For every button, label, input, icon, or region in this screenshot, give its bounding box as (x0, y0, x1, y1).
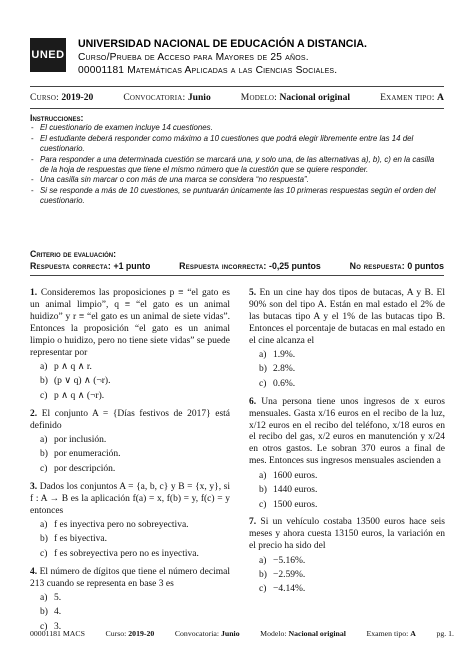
answer-option (40, 391, 230, 403)
university-name: UNIVERSIDAD NACIONAL DE EDUCACIÓN A DISTANCIA. (78, 38, 367, 50)
option-text: −2.59%. (273, 570, 306, 581)
answer-option (259, 556, 445, 568)
instructions-title: Instrucciones: (30, 113, 84, 123)
question-statement: Consideremos las proposiciones p ≡ “el gato es un animal limpio”, q ≡ “el gato es un animal huidizo” y r ≡ “el gato es un animal de siete vidas”. Entonces la proposición “el gato es un animal limpio o huidizo, pero no tiene siete vidas” se puede representar por (30, 288, 230, 358)
option-letter: b) (259, 570, 267, 581)
page-footer (30, 629, 454, 638)
footer-convocatoria: Convocatoria: Junio (174, 629, 240, 638)
question-statement: El número de dígitos que tiene el número decimal 213 cuando se representa en base 3 es (30, 566, 230, 589)
option-text: por inclusión. (54, 434, 107, 445)
footer-modelo: Modelo: Nacional original (260, 629, 346, 638)
question-3 (30, 482, 230, 561)
meta-modelo: Modelo: Nacional original (240, 92, 351, 103)
option-text: f es biyectiva. (54, 534, 108, 545)
option-text: 1440 euros. (273, 485, 318, 496)
logo-text: UNED (31, 49, 65, 61)
option-text: p ∧ q ∧ r. (54, 361, 92, 372)
question-number: 2. (30, 408, 38, 419)
option-letter: c) (40, 463, 48, 474)
footer-page: pg. 1. (436, 629, 454, 638)
option-text: 3. (54, 621, 62, 632)
criteria-title: Criterio de evaluación: (30, 249, 117, 259)
option-letter: c) (259, 499, 267, 510)
option-text: p ∧ q ∧ (¬r). (54, 390, 105, 401)
option-text: 0.6%. (273, 378, 296, 389)
option-letter: a) (259, 350, 267, 361)
answer-option (40, 376, 230, 388)
question-number: 4. (30, 566, 38, 577)
answer-option (259, 379, 445, 391)
answer-option (259, 350, 445, 362)
evaluation-criteria (30, 249, 444, 276)
course-name: Curso/Prueba de Acceso para Mayores de 25 años. (78, 52, 309, 63)
question-text (30, 567, 230, 591)
option-letter: c) (40, 621, 48, 632)
option-letter: b) (259, 364, 267, 375)
option-letter: c) (259, 378, 267, 389)
option-letter: c) (40, 390, 48, 401)
question-statement: Dados los conjuntos A = {a, b, c} y B = {x, y}, si f : A → B es la aplicación f(a) = x, f(b) = y, f(c) = y entonces (30, 481, 230, 516)
option-letter: b) (40, 449, 48, 460)
header-titles (78, 38, 454, 77)
option-text: por descripción. (54, 463, 116, 474)
answer-option (259, 570, 445, 582)
question-7 (249, 517, 445, 596)
instruction-item: - El estudiante deberá responder como máximo a 10 cuestiones que podrá elegir libremente entre las 14 del cuestionario. (30, 134, 444, 155)
answer-option (40, 549, 230, 561)
option-text: 5. (54, 592, 62, 603)
footer-curso: Curso: 2019-20 (105, 629, 155, 638)
answer-option (40, 520, 230, 532)
option-letter: a) (259, 555, 267, 566)
question-text (249, 517, 445, 553)
instruction-item: - El cuestionario de examen incluye 14 cuestiones. (30, 123, 444, 133)
option-text: −4.14%. (273, 584, 306, 595)
option-letter: a) (40, 519, 48, 530)
meta-convocatoria: Convocatoria: Junio (123, 92, 211, 103)
question-number: 6. (249, 396, 257, 407)
footer-examen: Examen tipo: A (366, 629, 416, 638)
question-2 (30, 409, 230, 476)
question-statement: El conjunto A = {Días festivos de 2017} está definido (30, 408, 230, 431)
question-text (249, 397, 445, 468)
subject-name: 00001181 Matemáticas Aplicadas a las Ciencias Sociales. (78, 65, 338, 76)
option-letter: a) (40, 592, 48, 603)
exam-meta (30, 86, 444, 109)
question-text (30, 482, 230, 518)
instruction-item: - Si se responde a más de 10 cuestiones, se puntuarán únicamente las 10 primeras respuestas según el orden del cuestionario. (30, 186, 444, 207)
option-text: −5.16%. (273, 555, 306, 566)
uned-logo (30, 38, 66, 72)
question-4 (30, 567, 230, 634)
question-number: 3. (30, 481, 38, 492)
option-letter: c) (259, 584, 267, 595)
answer-option (40, 607, 230, 619)
question-statement: Si un vehículo costaba 13500 euros hace seis meses y ahora cuesta 13150 euros, la variación en el precio ha sido del (249, 517, 446, 552)
option-text: (p ∨ q) ∧ (¬r). (54, 376, 111, 387)
option-text: f es inyectiva pero no sobreyectiva. (54, 519, 189, 530)
incorrect-score: Respuesta incorrecta: -0,25 puntos (179, 260, 321, 271)
question-statement: En un cine hay dos tipos de butacas, A y B. El 90% son del tipo A. Están en mal estado el 2% de las butacas tipo A y el 1% de las butacas tipo B. Entonces el porcentaje de butacas en mal estado en el cine alcanza el (249, 288, 446, 346)
option-text: 1500 euros. (273, 499, 318, 510)
questions-right-column (249, 288, 445, 602)
answer-option (40, 464, 230, 476)
question-text (30, 409, 230, 433)
questions-left-column (30, 288, 230, 640)
meta-curso: Curso: 2019-20 (30, 92, 94, 103)
footer-code: 00001181 MACS (30, 629, 85, 638)
question-text (249, 288, 445, 348)
instruction-item: - Una casilla sin marcar o con más de una marca se considera “no respuesta”. (30, 175, 444, 185)
answer-option (40, 362, 230, 374)
option-text: f es sobreyectiva pero no es inyectiva. (54, 548, 199, 559)
option-letter: a) (259, 470, 267, 481)
option-letter: b) (40, 534, 48, 545)
option-letter: c) (40, 548, 48, 559)
option-letter: b) (259, 485, 267, 496)
instruction-item: - Para responder a una determinada cuestión se marcará una, y solo una, de las alternativas a), b), c) en la casilla de la hoja de respuestas que tiene el mismo número que la cuestión que se quiere responder. (30, 155, 444, 176)
answer-option (40, 534, 230, 546)
question-1 (30, 288, 230, 403)
option-letter: b) (40, 607, 48, 618)
option-text: 2.8%. (273, 364, 296, 375)
question-5 (249, 288, 445, 391)
answer-option (40, 593, 230, 605)
question-number: 7. (249, 517, 257, 528)
instructions-list (30, 123, 444, 206)
instructions (30, 113, 444, 207)
question-statement: Una persona tiene unos ingresos de x euros mensuales. Gasta x/16 euros en el recibo de la luz, x/12 euros en el recibo del teléfono, x/18 euros en el recibo del gas, x/2 euros en manutención y x/24 en otros gastos. Le sobran 370 euros a final de mes. Entonces sus ingresos mensuales ascienden a (249, 396, 445, 467)
option-letter: b) (40, 376, 48, 387)
option-text: 1600 euros. (273, 470, 318, 481)
answer-option (259, 471, 445, 483)
option-letter: a) (40, 361, 48, 372)
question-text (30, 288, 230, 359)
question-6 (249, 397, 445, 512)
answer-option (259, 485, 445, 497)
option-text: 4. (54, 607, 62, 618)
answer-option (259, 584, 445, 596)
option-text: por enumeración. (54, 449, 121, 460)
question-number: 1. (30, 288, 38, 298)
question-number: 5. (249, 288, 257, 298)
answer-option (259, 364, 445, 376)
meta-examen: Examen tipo: A (380, 92, 444, 103)
answer-option (259, 500, 445, 512)
correct-score: Respuesta correcta: +1 punto (30, 260, 151, 271)
option-text: 1.9%. (273, 350, 296, 361)
option-letter: a) (40, 434, 48, 445)
criteria-row (30, 261, 444, 273)
no-answer-score: No respuesta: 0 puntos (349, 260, 444, 271)
answer-option (40, 435, 230, 447)
answer-option (40, 449, 230, 461)
